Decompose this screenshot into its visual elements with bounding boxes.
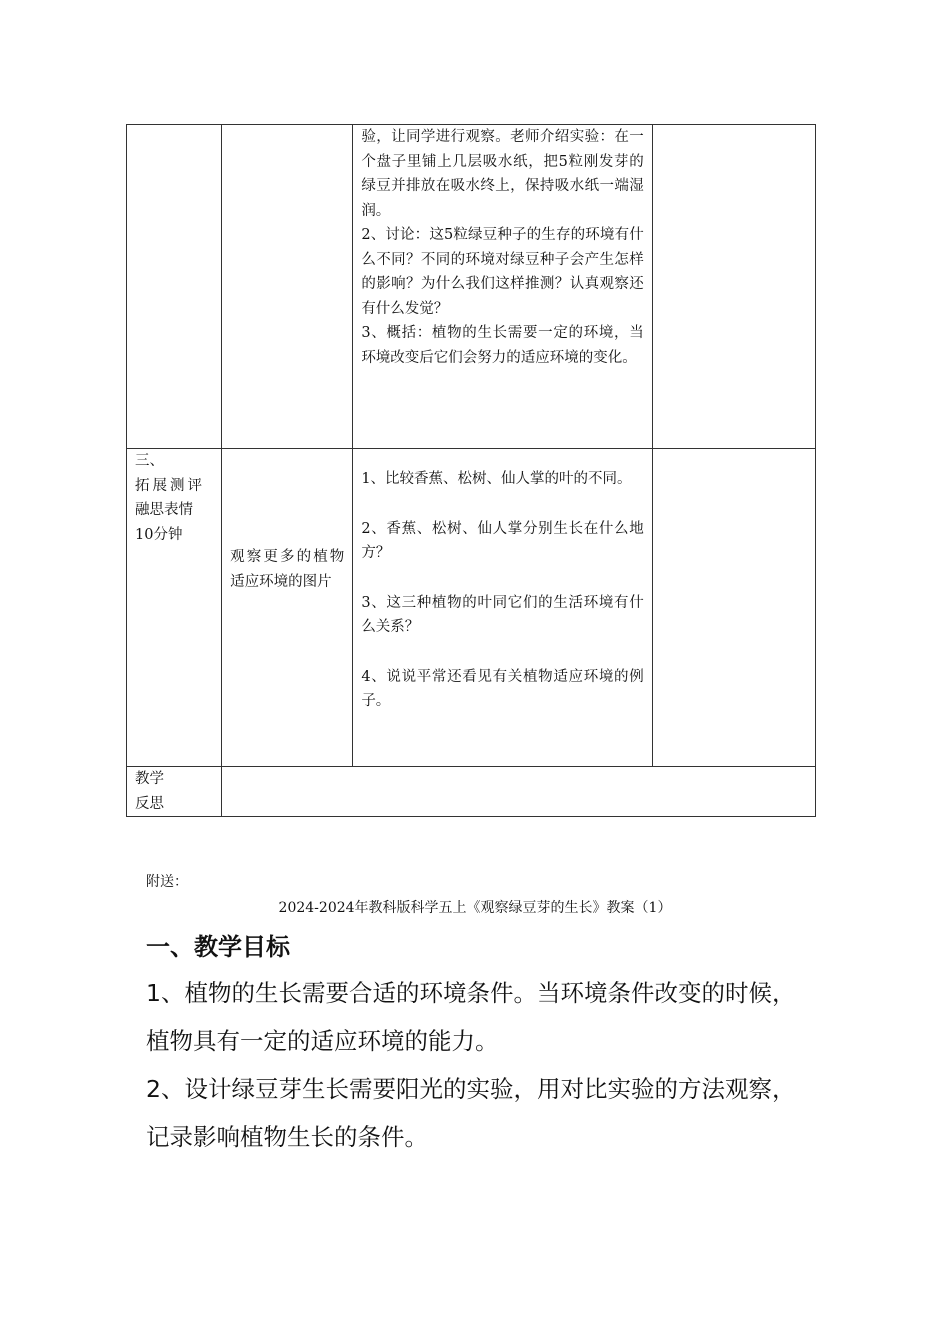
objective-paragraph: 1、植物的生长需要合适的环境条件。当环境条件改变的时候，植物具有一定的适应环境的能力。 bbox=[146, 979, 796, 1055]
table-row bbox=[127, 449, 816, 767]
appendix-label: 附送： bbox=[146, 874, 188, 890]
table-row bbox=[127, 125, 816, 449]
activity-paragraph: 1、比较香蕉、松树、仙人掌的叶的不同。 bbox=[361, 471, 632, 487]
objectives-body bbox=[146, 969, 806, 1161]
section-heading: 一、教学目标 bbox=[146, 933, 290, 961]
material-cell bbox=[222, 125, 353, 449]
document-title: 2024-2024年教科版科学五上《观察绿豆芽的生长》教案（1） bbox=[278, 900, 672, 916]
reflection-label-line: 反思 bbox=[135, 795, 164, 812]
notes-cell bbox=[652, 449, 815, 767]
notes-cell bbox=[652, 125, 815, 449]
stage-cell bbox=[127, 449, 222, 767]
activity-paragraph: 2、讨论：这5粒绿豆种子的生存的环境有什么不同？不同的环境对绿豆种子会产生怎样的影响？为什么我们这样推测？认真观察还有什么发觉？ bbox=[361, 227, 644, 317]
table-row bbox=[127, 767, 816, 817]
reflection-label-cell bbox=[127, 767, 222, 817]
activity-cell bbox=[353, 125, 652, 449]
stage-label-line: 10分钟 bbox=[135, 526, 183, 543]
activity-cell bbox=[353, 449, 652, 767]
activity-paragraph: 3、概括：植物的生长需要一定的环境，当环境改变后它们会努力的适应环境的变化。 bbox=[361, 325, 644, 366]
stage-cell bbox=[127, 125, 222, 449]
reflection-label-line: 教学 bbox=[135, 771, 164, 787]
material-text: 观察更多的植物适应环境的图片 bbox=[230, 549, 345, 590]
activity-paragraph: 验，让同学进行观察。老师介绍实验：在一个盘子里铺上几层吸水纸，把5粒刚发芽的绿豆并排放在吸水终上，保持吸水纸一端湿润。 bbox=[361, 129, 644, 219]
stage-label-line: 三、 bbox=[135, 453, 164, 469]
stage-label-line: 拓展测评 bbox=[135, 477, 205, 494]
activity-paragraph: 3、这三种植物的叶同它们的生活环境有什么关系？ bbox=[361, 594, 644, 635]
lesson-plan-table bbox=[126, 124, 816, 817]
reflection-content-cell bbox=[222, 767, 816, 817]
material-cell bbox=[222, 449, 353, 767]
activity-paragraph: 2、香蕉、松树、仙人掌分别生长在什么地方？ bbox=[361, 520, 644, 561]
activity-paragraph: 4、说说平常还看见有关植物适应环境的例子。 bbox=[361, 668, 644, 709]
objective-paragraph: 2、设计绿豆芽生长需要阳光的实验，用对比实验的方法观察，记录影响植物生长的条件。 bbox=[146, 1075, 796, 1151]
stage-label-line: 融思表情 bbox=[135, 502, 193, 518]
